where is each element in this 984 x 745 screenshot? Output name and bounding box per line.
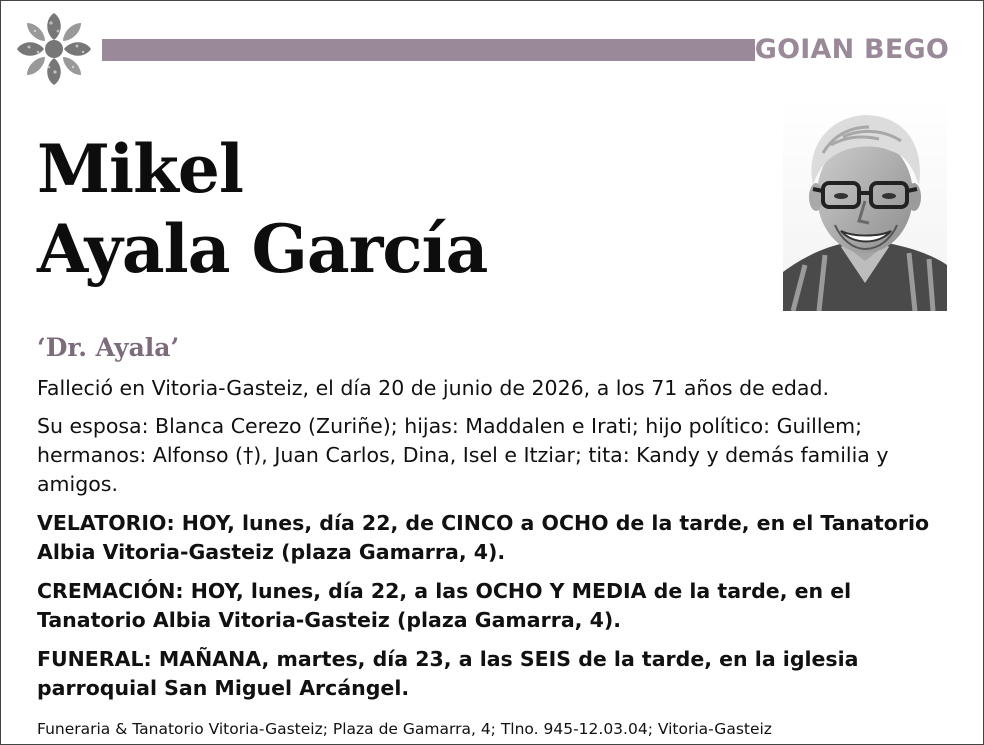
last-name: Ayala García <box>37 210 488 288</box>
family-list: Su esposa: Blanca Cerezo (Zuriñe); hijas: Maddalen e Irati; hijo político: Guillem; hermanos: Alfonso (†), Juan Carlos, Dina, Isel e Itziar; tita: Kandy y demás familia y amigos. <box>37 414 889 496</box>
deceased-name <box>37 129 487 289</box>
funeral-home-footer: Funeraria & Tanatorio Vitoria-Gasteiz; Plaza de Gamarra, 4; Tlno. 945-12.03.04; Vitoria-Gasteiz <box>37 720 772 738</box>
wake-details: VELATORIO: HOY, lunes, día 22, de CINCO a OCHO de la tarde, en el Tanatorio Albia Vitoria-Gasteiz (plaza Gamarra, 4). <box>37 511 930 564</box>
nickname: ‘Dr. Ayala’ <box>37 333 180 362</box>
header-rule <box>102 39 755 61</box>
death-notice: Falleció en Vitoria-Gasteiz, el día 20 de junio de 2026, a los 71 años de edad. <box>37 376 829 400</box>
first-name: Mikel <box>37 130 243 208</box>
funeral-details: FUNERAL: MAÑANA, martes, día 23, a las SEIS de la tarde, en la iglesia parroquial San Miguel Arcángel. <box>37 647 859 700</box>
portrait-photo <box>783 97 947 311</box>
cremation-details: CREMACIÓN: HOY, lunes, día 22, a las OCHO Y MEDIA de la tarde, en el Tanatorio Albia Vitoria-Gasteiz (plaza Gamarra, 4). <box>37 579 852 632</box>
section-label: GOIAN BEGO <box>754 34 949 65</box>
lauburu-emblem-icon <box>11 9 97 89</box>
